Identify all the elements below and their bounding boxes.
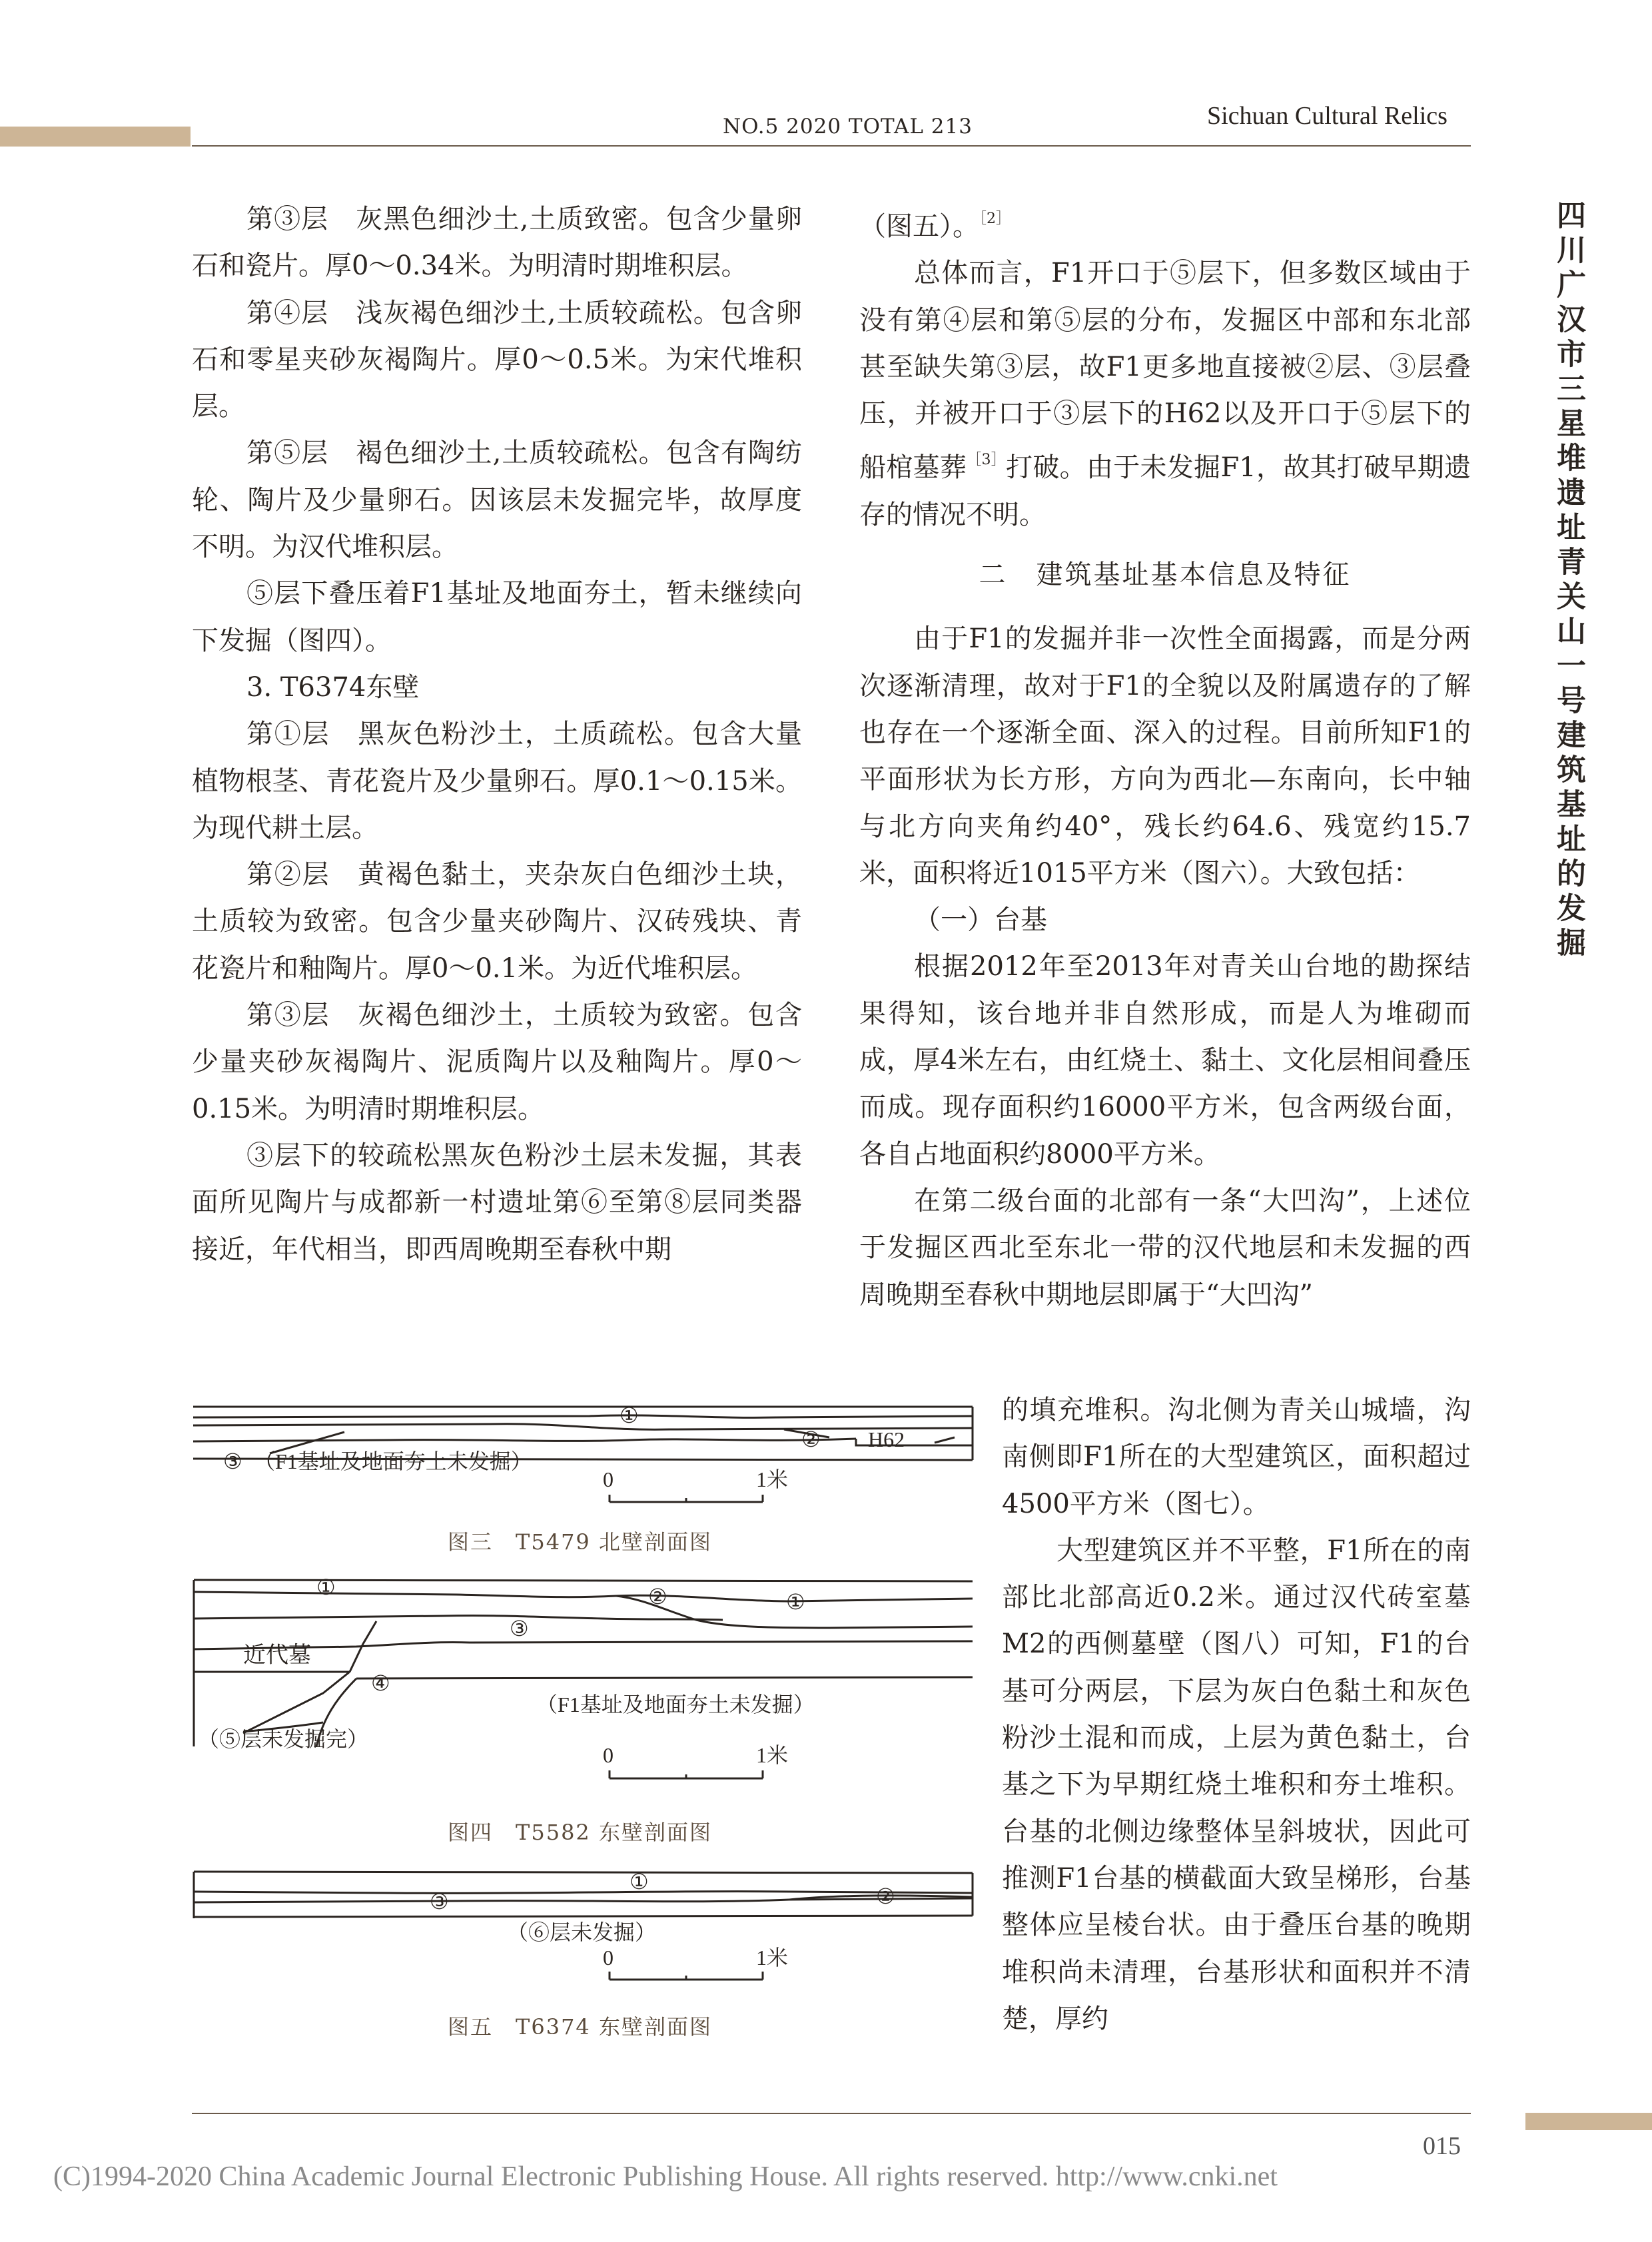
figure-5-caption: 图五 T6374 东壁剖面图 bbox=[448, 2014, 712, 2040]
layer-label-4: ④ bbox=[371, 1671, 390, 1695]
scale-zero: 0 bbox=[603, 1946, 614, 1970]
figure-5-section-drawing bbox=[190, 1865, 989, 1998]
paragraph: 第③层 灰褐色细沙土，土质较为致密。包含少量夹砂灰褐陶片、泥质陶片以及釉陶片。厚0～0.15米。为明清时期堆积层。 bbox=[192, 1000, 802, 1124]
layer-label-3: ③ bbox=[510, 1617, 529, 1641]
unexcavated-note: （F1基址及地面夯土未发掘） bbox=[254, 1449, 532, 1473]
paragraph: 第④层 浅灰褐色细沙土,土质较疏松。包含卵石和零星夹砂灰褐陶片。厚0～0.5米。为宋代堆积层。 bbox=[192, 297, 802, 422]
paragraph-continued: 的填充堆积。沟北侧为青关山城墙，沟南侧即F1所在的大型建筑区，面积超过4500平方米（图七）。 bbox=[1002, 1395, 1471, 1519]
paragraph: 大型建筑区并不平整，F1所在的南部比北部高近0.2米。通过汉代砖室墓M2的西侧墓壁（图八）可知，F1的台基可分两层，下层为灰白色黏土和灰色粉沙土混和而成，上层为黄色黏土，台基之下为早期红烧土堆积和夯土堆积。台基的北侧边缘整体呈斜坡状，因此可推测F1台基的横截面大致呈梯形，台基整体应呈棱台状。由于叠压台基的晚期堆积尚未清理，台基形状和面积并不清楚，厚约 bbox=[1002, 1535, 1471, 2034]
paragraph: 总体而言，F1开口于⑤层下，但多数区域由于没有第④层和第⑤层的分布，发掘区中部和东北部甚至缺失第③层，故F1更多地直接被②层、③层叠压，并被开口于③层下的H62以及开口于⑤层下的船棺墓葬$^{[3]}$打破。由于未发掘F1，故其打破早期遗存的情况不明。 bbox=[859, 258, 1471, 530]
layer-label-3: ③ bbox=[430, 1890, 449, 1914]
left-column bbox=[192, 196, 802, 1273]
figure-4-section-drawing bbox=[190, 1572, 989, 1792]
paragraph-continued: （图五）。$^{[2]}$ bbox=[859, 210, 1011, 242]
citation-ref: ［3］ bbox=[967, 452, 1007, 469]
layer-label-2: ② bbox=[801, 1427, 821, 1451]
layer-label-3: ③ bbox=[223, 1449, 242, 1473]
journal-name: Sichuan Cultural Relics bbox=[1207, 102, 1447, 130]
paragraph: 第②层 黄褐色黏土，夹杂灰白色细沙土块，土质较为致密。包含少量夹砂陶片、汉砖残块、青花瓷片和釉陶片。厚0～0.1米。为近代堆积层。 bbox=[192, 859, 802, 984]
right-column-narrow bbox=[1002, 1387, 1471, 2042]
header-rule bbox=[192, 145, 1471, 147]
layer-label-2: ② bbox=[876, 1884, 895, 1908]
figure-4-caption: 图四 T5582 东壁剖面图 bbox=[448, 1820, 712, 1845]
figure-3-section-drawing bbox=[190, 1399, 989, 1505]
footer-rule bbox=[192, 2113, 1471, 2114]
figure-3-caption: 图三 T5479 北壁剖面图 bbox=[448, 1529, 712, 1555]
paragraph: ③层下的较疏松黑灰色粉沙土层未发掘，其表面所见陶片与成都新一村遗址第⑥至第⑧层同类器接近，年代相当，即西周晚期至春秋中期 bbox=[192, 1140, 802, 1265]
unexcavated-note: （F1基址及地面夯土未发掘） bbox=[536, 1692, 815, 1716]
scale-meter: 1米 bbox=[756, 1946, 789, 1970]
copyright-line: (C)1994-2020 China Academic Journal Electronic Publishing House. All rights reserved. http://www.cnki.net bbox=[53, 2161, 1278, 2192]
layer-label-1a: ① bbox=[316, 1575, 336, 1599]
layer5-note: （⑤层未发掘完） bbox=[198, 1727, 369, 1751]
pit-label-h62: H62 bbox=[868, 1427, 905, 1451]
unexcavated-note: （⑥层未发掘） bbox=[507, 1920, 657, 1944]
paragraph: 由于F1的发掘并非一次性全面揭露，而是分两次逐渐清理，故对于F1的全貌以及附属遗存的了解也存在一个逐渐全面、深入的过程。目前所知F1的平面形状为长方形，方向为西北—东南向，长中轴与北方向夹角约40°，残长约64.6、残宽约15.7米，面积将近1015平方米（图六）。大致包括： bbox=[859, 623, 1471, 889]
subsection-title: （一）台基 bbox=[914, 905, 1047, 936]
scale-zero: 0 bbox=[603, 1743, 614, 1767]
paragraph: 在第二级台面的北部有一条“大凹沟”，上述位于发掘区西北至东北一带的汉代地层和未发掘的西周晚期至春秋中期地层即属于“大凹沟” bbox=[859, 1185, 1471, 1310]
layer-label-1b: ① bbox=[786, 1590, 805, 1614]
citation-ref: ［2］ bbox=[979, 210, 1011, 227]
layer-label-2: ② bbox=[648, 1585, 667, 1609]
right-column bbox=[859, 196, 1471, 1318]
footer-accent-bar bbox=[1525, 2113, 1652, 2130]
page-number: 015 bbox=[1423, 2132, 1461, 2160]
section-title: 二 建筑基址基本信息及特征 bbox=[979, 560, 1352, 591]
layer-label-1: ① bbox=[629, 1870, 649, 1894]
paragraph: ⑤层下叠压着F1基址及地面夯土，暂未继续向下发掘（图四）。 bbox=[192, 578, 802, 656]
subheading: 3. T6374东壁 bbox=[246, 671, 420, 703]
header-accent-bar bbox=[0, 127, 191, 147]
paragraph: 根据2012年至2013年对青关山台地的勘探结果得知，该台地并非自然形成，而是人为堆砌而成，厚4米左右，由红烧土、黏土、文化层相间叠压而成。现存面积约16000平方米，包含两级台面，各自占地面积约8000平方米。 bbox=[859, 951, 1471, 1170]
scale-meter: 1米 bbox=[756, 1467, 789, 1491]
scale-meter: 1米 bbox=[756, 1743, 789, 1767]
paragraph: 第③层 灰黑色细沙土,土质致密。包含少量卵石和瓷片。厚0～0.34米。为明清时期堆积层。 bbox=[192, 204, 802, 282]
issue-info: NO.5 2020 TOTAL 213 bbox=[723, 115, 973, 139]
modern-tomb-label: 近代墓 bbox=[243, 1642, 311, 1669]
layer-label-1: ① bbox=[620, 1403, 639, 1427]
article-side-title: 四川广汉市三星堆遗址青关山一号建筑基址的发掘 bbox=[1551, 200, 1585, 962]
paragraph: 第①层 黑灰色粉沙土，土质疏松。包含大量植物根茎、青花瓷片及少量卵石。厚0.1～0.15米。为现代耕土层。 bbox=[192, 719, 802, 843]
scale-zero: 0 bbox=[603, 1467, 614, 1491]
paragraph: 第⑤层 褐色细沙土,土质较疏松。包含有陶纺轮、陶片及少量卵石。因该层未发掘完毕，故厚度不明。为汉代堆积层。 bbox=[192, 438, 802, 563]
